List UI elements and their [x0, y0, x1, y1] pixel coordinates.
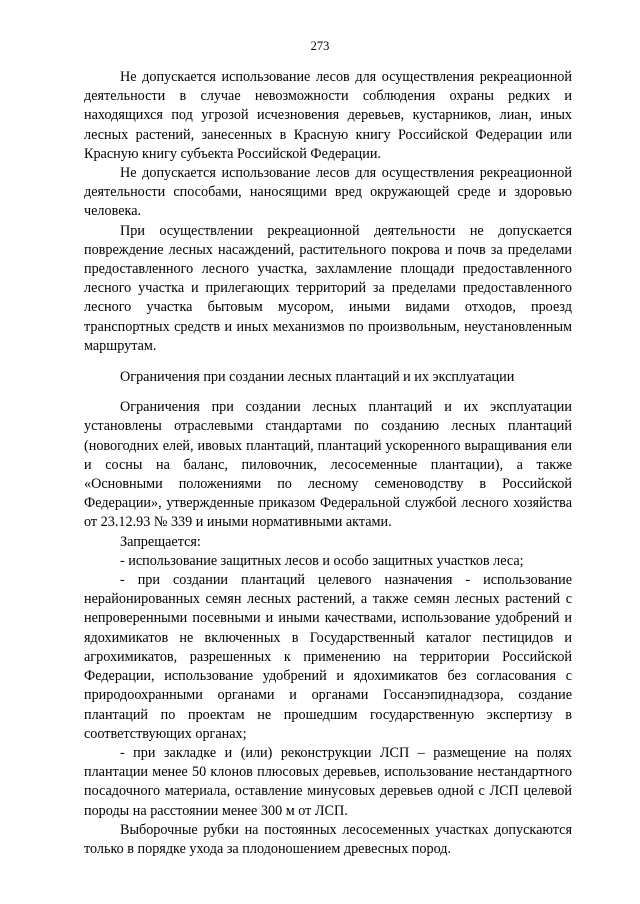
- document-body: [84, 68, 572, 859]
- page-number: 273: [310, 39, 330, 53]
- paragraph-rare-species: Не допускается использование лесов для осуществления рекреационной деятельности в случае невозможности соблюдения охраны редких и находящихся под угрозой исчезновения деревьев, кустарников, лиан, иных лесных растений, занесенных в Красную книгу Российской Федерации или Красную книгу субъекта Российской Федерации.: [84, 69, 572, 162]
- section-heading: Ограничения при создании лесных плантаций и их эксплуатации: [120, 369, 515, 386]
- list-item-protective-forests: - использование защитных лесов и особо защитных участков леса;: [120, 552, 524, 569]
- paragraph-harmful-methods: Не допускается использование лесов для осуществления рекреационной деятельности способами, наносящими вред окружающей среде и здоровью человека.: [84, 165, 572, 220]
- paragraph-selective-cutting: Выборочные рубки на постоянных лесосеменных участках допускаются только в порядке ухода за плодоношением древесных пород.: [84, 821, 572, 857]
- paragraph-damage-prohibitions: При осуществлении рекреационной деятельности не допускается повреждение лесных насаждений, растительного покрова и почв за пределами предоставленного лесного участка, захламление площади предоставленного лесного участка и прилегающих территорий за пределами предоставленного лесного участка бытовым мусором, иными видами отходов, проезд транспортных средств и иных механизмов по произвольным, неустановленным маршрутам.: [84, 222, 572, 354]
- paragraph-prohibited-label: Запрещается:: [120, 533, 201, 550]
- paragraph-plantation-standards: Ограничения при создании лесных плантаций и их эксплуатации установлены отраслевыми стандартами по созданию лесных плантаций (новогодних елей, ивовых плантаций, плантаций ускоренного выращивания ели и сосны на баланс, пиловочник, лесосеменные плантации), а также «Основными положениями по лесному семеноводству в Российской Федерации», утвержденные приказом Федеральной службой лесного хозяйства от 23.12.93 № 339 и иными нормативными актами.: [84, 399, 572, 531]
- list-item-seed-plantations: - при закладке и (или) реконструкции ЛСП – размещение на полях плантации менее 50 клонов плюсовых деревьев, использование нестандартного посадочного материала, оставление минусовых деревьев одной с ЛСП целевой породы на расстоянии менее 300 м от ЛСП.: [84, 744, 572, 819]
- list-item-target-plantations: - при создании плантаций целевого назначения - использование нерайонированных семян лесных растений, а также семян лесных растений с непроверенными посевными и иными качествами, использование удобрений и ядохимикатов не включенных в Государственный каталог пестицидов и агрохимикатов, разрешенных к применению на территории Российской Федерации, использование удобрений и ядохимикатов без согласования с природоохранными органами и органами Госсанэпиднадзора, создание плантаций по проектам не прошедшим государственную экспертизу в соответствующих органах;: [84, 572, 572, 742]
